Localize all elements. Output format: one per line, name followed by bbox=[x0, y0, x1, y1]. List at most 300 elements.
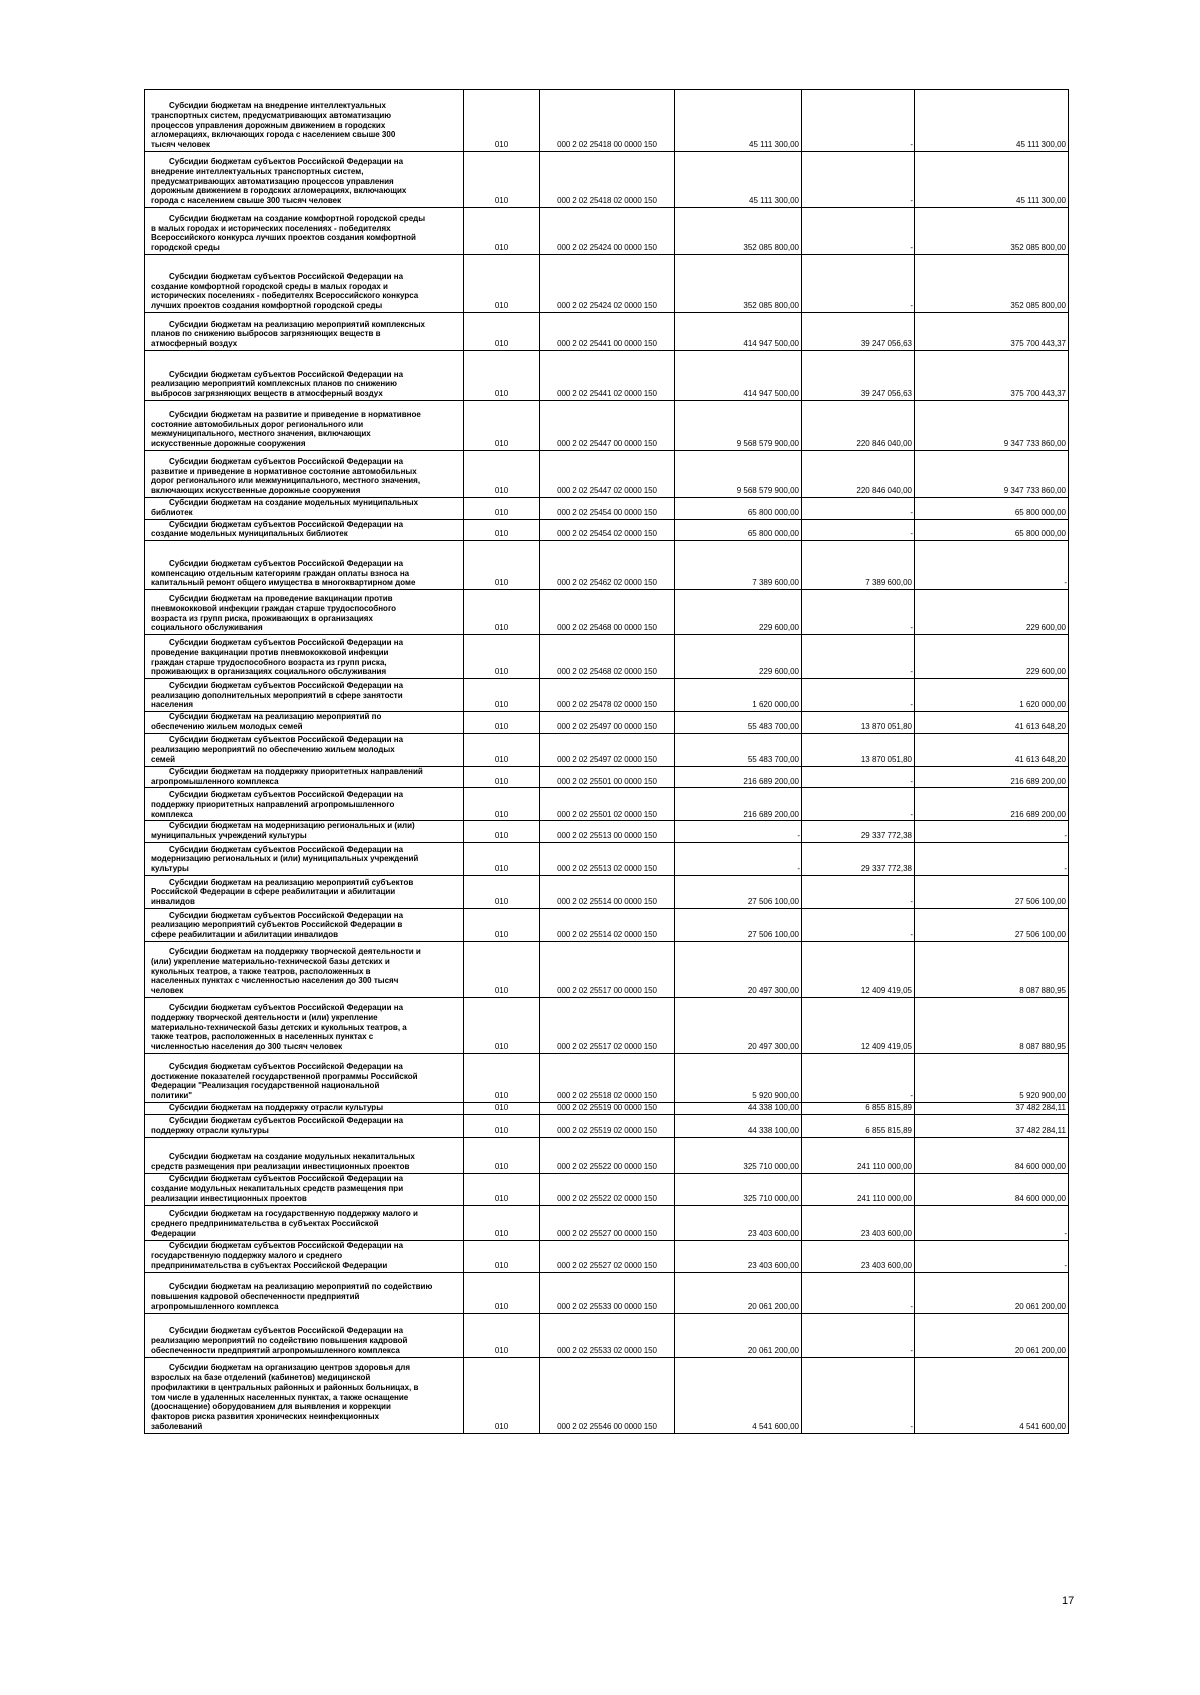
row-name bbox=[145, 90, 464, 152]
table-row bbox=[145, 451, 1069, 498]
row-name bbox=[145, 1114, 464, 1137]
row-name bbox=[145, 635, 464, 679]
row-name-line: населенных пунктах с численностью населения до 300 тысяч bbox=[151, 976, 399, 986]
row-name bbox=[145, 1205, 464, 1240]
table-row bbox=[145, 941, 1069, 997]
row-rest-amount: 37 482 284,11 bbox=[915, 1102, 1069, 1114]
row-rest-amount: 9 347 733 860,00 bbox=[915, 401, 1069, 451]
row-name-line: Субсидия бюджетам субъектов Российской Федерации на bbox=[169, 1061, 403, 1071]
table-row bbox=[145, 766, 1069, 788]
row-name-line: Субсидии бюджетам на реализацию мероприятий комплексных bbox=[169, 319, 425, 329]
row-name bbox=[145, 451, 464, 498]
row-name-line: исторических поселениях - победителях Всероссийского конкурса bbox=[151, 291, 419, 301]
row-plan-amount: 45 111 300,00 bbox=[675, 152, 802, 208]
row-name-line: лучших проектов создания комфортной городской среды bbox=[151, 301, 383, 311]
row-plan-amount: 414 947 500,00 bbox=[675, 351, 802, 401]
row-plan-amount: 20 061 200,00 bbox=[675, 1272, 802, 1313]
row-code: 010 bbox=[464, 766, 540, 788]
row-code: 010 bbox=[464, 679, 540, 712]
row-name bbox=[145, 842, 464, 875]
row-exec-amount: - bbox=[802, 498, 915, 520]
row-rest-amount: 375 700 443,37 bbox=[915, 351, 1069, 401]
row-exec-amount: - bbox=[802, 875, 915, 908]
row-plan-amount: 216 689 200,00 bbox=[675, 766, 802, 788]
row-name-line: проведение вакцинации против пневмококковой инфекции bbox=[151, 647, 389, 657]
page-number: 17 bbox=[1062, 1595, 1075, 1607]
row-rest-amount: 20 061 200,00 bbox=[915, 1313, 1069, 1357]
row-name-line: социального обслуживания bbox=[151, 623, 263, 633]
row-kbk: 000 2 02 25533 02 0000 150 bbox=[540, 1313, 675, 1357]
budget-table bbox=[144, 89, 1069, 1434]
row-code: 010 bbox=[464, 1173, 540, 1205]
row-code: 010 bbox=[464, 875, 540, 908]
row-name-line: реализацию мероприятий комплексных планов по снижению bbox=[151, 379, 397, 389]
row-plan-amount: 414 947 500,00 bbox=[675, 313, 802, 351]
row-rest-amount: 41 613 648,20 bbox=[915, 712, 1069, 734]
row-kbk: 000 2 02 25441 02 0000 150 bbox=[540, 351, 675, 401]
row-plan-amount: 45 111 300,00 bbox=[675, 90, 802, 152]
row-code: 010 bbox=[464, 255, 540, 313]
row-name-line: Всероссийского конкурса лучших проектов создания комфортной bbox=[151, 233, 416, 243]
row-exec-amount: - bbox=[802, 208, 915, 255]
row-plan-amount: 5 920 900,00 bbox=[675, 1053, 802, 1102]
row-name-line: города с населением свыше 300 тысяч человек bbox=[151, 196, 342, 206]
row-rest-amount: 84 600 000,00 bbox=[915, 1137, 1069, 1173]
row-plan-amount: 325 710 000,00 bbox=[675, 1137, 802, 1173]
row-plan-amount: 325 710 000,00 bbox=[675, 1173, 802, 1205]
row-name-line: развитие и приведение в нормативное состояние автомобильных bbox=[151, 466, 417, 476]
table-row bbox=[145, 255, 1069, 313]
row-rest-amount: 84 600 000,00 bbox=[915, 1173, 1069, 1205]
row-name-line: модернизацию региональных и (или) муниципальных учреждений bbox=[151, 854, 419, 864]
row-name-line: транспортных систем, предусматривающих автоматизацию bbox=[151, 110, 392, 120]
row-name-line: межмуниципального, местного значения, включающих bbox=[151, 429, 371, 439]
row-exec-amount: 23 403 600,00 bbox=[802, 1205, 915, 1240]
row-rest-amount: - bbox=[915, 541, 1069, 590]
row-kbk: 000 2 02 25468 02 0000 150 bbox=[540, 635, 675, 679]
row-code: 010 bbox=[464, 541, 540, 590]
row-rest-amount: 229 600,00 bbox=[915, 590, 1069, 635]
row-name-line: Субсидии бюджетам субъектов Российской Федерации на bbox=[169, 1002, 404, 1012]
row-rest-amount: - bbox=[915, 842, 1069, 875]
row-kbk: 000 2 02 25501 02 0000 150 bbox=[540, 788, 675, 821]
row-code: 010 bbox=[464, 1114, 540, 1137]
row-exec-amount: 241 110 000,00 bbox=[802, 1173, 915, 1205]
row-name-line: дорог регионального или межмуниципального, местного значения, bbox=[151, 476, 421, 486]
table-row bbox=[145, 541, 1069, 590]
table-row bbox=[145, 1114, 1069, 1137]
row-kbk: 000 2 02 25513 02 0000 150 bbox=[540, 842, 675, 875]
row-name-line: Субсидии бюджетам на модернизацию региональных и (или) bbox=[169, 821, 415, 831]
row-name bbox=[145, 1272, 464, 1313]
row-exec-amount: 39 247 056,63 bbox=[802, 351, 915, 401]
row-name-line: включающих искусственные дорожные сооружения bbox=[151, 486, 361, 496]
row-name-line: Субсидии бюджетам субъектов Российской Федерации на bbox=[169, 910, 404, 920]
row-kbk: 000 2 02 25441 00 0000 150 bbox=[540, 313, 675, 351]
row-name-line: профилактики в центральных районных и районных больницах, в bbox=[151, 1382, 419, 1392]
row-name-line: Субсидии бюджетам на создание комфортной городской среды bbox=[169, 213, 426, 223]
row-code: 010 bbox=[464, 1240, 540, 1272]
row-exec-amount: 220 846 040,00 bbox=[802, 401, 915, 451]
row-name-line: Субсидии бюджетам на создание модульных некапитальных bbox=[169, 1152, 415, 1162]
row-rest-amount: - bbox=[915, 1240, 1069, 1272]
row-plan-amount: 9 568 579 900,00 bbox=[675, 401, 802, 451]
row-name-line: дорожным движением в городских агломерациях, включающих bbox=[151, 186, 407, 196]
row-name bbox=[145, 208, 464, 255]
table-row bbox=[145, 1357, 1069, 1433]
row-kbk: 000 2 02 25447 02 0000 150 bbox=[540, 451, 675, 498]
row-name bbox=[145, 152, 464, 208]
row-name-line: Субсидии бюджетам на реализацию мероприятий по содействию bbox=[169, 1282, 433, 1292]
row-name bbox=[145, 941, 464, 997]
row-name bbox=[145, 1173, 464, 1205]
row-kbk: 000 2 02 25519 00 0000 150 bbox=[540, 1102, 675, 1114]
row-exec-amount: - bbox=[802, 590, 915, 635]
row-rest-amount: 65 800 000,00 bbox=[915, 519, 1069, 541]
row-kbk: 000 2 02 25454 02 0000 150 bbox=[540, 519, 675, 541]
table-row bbox=[145, 997, 1069, 1053]
row-code: 010 bbox=[464, 1053, 540, 1102]
row-name-line: государственную поддержку малого и среднего bbox=[151, 1251, 343, 1261]
row-name-line: реализации инвестиционных проектов bbox=[151, 1193, 307, 1203]
table-row bbox=[145, 1313, 1069, 1357]
row-rest-amount: 8 087 880,95 bbox=[915, 941, 1069, 997]
row-code: 010 bbox=[464, 208, 540, 255]
row-name-line: обеспеченности предприятий агропромышленного комплекса bbox=[151, 1345, 400, 1355]
row-plan-amount: 55 483 700,00 bbox=[675, 712, 802, 734]
row-exec-amount: - bbox=[802, 1313, 915, 1357]
row-name-line: Субсидии бюджетам на поддержку приоритетных направлений bbox=[169, 766, 423, 776]
table-row bbox=[145, 635, 1069, 679]
row-name-line: в малых городах и исторических поселениях - победителях bbox=[151, 223, 391, 233]
row-name-line: том числе в удаленных населенных пунктах, а также оснащение bbox=[151, 1392, 409, 1402]
row-plan-amount: - bbox=[675, 842, 802, 875]
row-plan-amount: 20 497 300,00 bbox=[675, 941, 802, 997]
row-code: 010 bbox=[464, 351, 540, 401]
table-row bbox=[145, 712, 1069, 734]
row-exec-amount: - bbox=[802, 1357, 915, 1433]
row-code: 010 bbox=[464, 712, 540, 734]
row-name-line: средств размещения при реализации инвестиционных проектов bbox=[151, 1161, 410, 1171]
row-name-line: создание комфортной городской среды в малых городах и bbox=[151, 281, 388, 291]
row-name-line: поддержку приоритетных направлений агропромышленного bbox=[151, 799, 395, 809]
row-name bbox=[145, 590, 464, 635]
row-exec-amount: 39 247 056,63 bbox=[802, 313, 915, 351]
table-row bbox=[145, 875, 1069, 908]
row-name-line: состояние автомобильных дорог регионального или bbox=[151, 419, 364, 429]
row-name-line: взрослых на базе отделений (кабинетов) медицинской bbox=[151, 1372, 371, 1382]
table-row bbox=[145, 152, 1069, 208]
row-kbk: 000 2 02 25533 00 0000 150 bbox=[540, 1272, 675, 1313]
row-name-line: Субсидии бюджетам на развитие и приведение в нормативное bbox=[169, 409, 421, 419]
row-rest-amount: 352 085 800,00 bbox=[915, 208, 1069, 255]
table-row bbox=[145, 208, 1069, 255]
row-name-line: Субсидии бюджетам субъектов Российской Федерации на bbox=[169, 157, 404, 167]
row-name-line: капитальный ремонт общего имущества в многоквартирном доме bbox=[151, 578, 416, 588]
row-kbk: 000 2 02 25478 02 0000 150 bbox=[540, 679, 675, 712]
table-row bbox=[145, 590, 1069, 635]
row-name-line: сфере реабилитации и абилитации инвалидов bbox=[151, 930, 339, 940]
row-name-line: Субсидии бюджетам субъектов Российской Федерации на bbox=[169, 844, 404, 854]
row-code: 010 bbox=[464, 908, 540, 941]
table-row bbox=[145, 351, 1069, 401]
table-row bbox=[145, 519, 1069, 541]
table-row bbox=[145, 733, 1069, 766]
row-name bbox=[145, 1102, 464, 1114]
table-row bbox=[145, 313, 1069, 351]
row-code: 010 bbox=[464, 313, 540, 351]
row-exec-amount: - bbox=[802, 766, 915, 788]
row-name-line: человек bbox=[151, 986, 184, 996]
row-name-line: Субсидии бюджетам субъектов Российской Федерации на bbox=[169, 1326, 404, 1336]
row-name bbox=[145, 766, 464, 788]
row-kbk: 000 2 02 25522 00 0000 150 bbox=[540, 1137, 675, 1173]
row-rest-amount: 45 111 300,00 bbox=[915, 90, 1069, 152]
row-name-line: Субсидии бюджетам на внедрение интеллектуальных bbox=[169, 101, 386, 111]
row-name-line: Субсидии бюджетам субъектов Российской Федерации на bbox=[169, 456, 404, 466]
row-name-line: повышения кадровой обеспеченности предприятий bbox=[151, 1292, 360, 1302]
row-plan-amount: 20 061 200,00 bbox=[675, 1313, 802, 1357]
row-exec-amount: 29 337 772,38 bbox=[802, 821, 915, 843]
row-exec-amount: - bbox=[802, 152, 915, 208]
row-name-line: реализацию мероприятий субъектов Российской Федерации в bbox=[151, 920, 403, 930]
row-name-line: Субсидии бюджетам на создание модельных муниципальных bbox=[169, 498, 419, 507]
row-plan-amount: 229 600,00 bbox=[675, 590, 802, 635]
row-name-line: культуры bbox=[151, 864, 189, 874]
row-exec-amount: 23 403 600,00 bbox=[802, 1240, 915, 1272]
row-name-line: поддержку отрасли культуры bbox=[151, 1125, 269, 1135]
row-code: 010 bbox=[464, 519, 540, 541]
table-row bbox=[145, 1205, 1069, 1240]
row-code: 010 bbox=[464, 498, 540, 520]
row-name-line: Российской Федерации в сфере реабилитации и абилитации bbox=[151, 887, 396, 897]
row-name-line: внедрение интеллектуальных транспортных систем, bbox=[151, 166, 364, 176]
row-name bbox=[145, 1240, 464, 1272]
row-plan-amount: 216 689 200,00 bbox=[675, 788, 802, 821]
row-name-line: Субсидии бюджетам субъектов Российской Федерации на bbox=[169, 369, 404, 379]
table-row bbox=[145, 908, 1069, 941]
table-row bbox=[145, 401, 1069, 451]
row-name-line: кукольных театров, а также театров, расположенных в bbox=[151, 966, 371, 976]
row-name bbox=[145, 1313, 464, 1357]
row-name-line: инвалидов bbox=[151, 897, 195, 907]
row-name-line: Субсидии бюджетам на реализацию мероприятий по bbox=[169, 712, 382, 722]
row-rest-amount: 20 061 200,00 bbox=[915, 1272, 1069, 1313]
row-plan-amount: 229 600,00 bbox=[675, 635, 802, 679]
row-name-line: агломерациях, включающих города с населением свыше 300 bbox=[151, 130, 396, 140]
row-name-line: Субсидии бюджетам субъектов Российской Федерации на bbox=[169, 1241, 404, 1251]
table-row bbox=[145, 842, 1069, 875]
row-name-line: проживающих в организациях социального обслуживания bbox=[151, 667, 387, 677]
row-name-line: агропромышленного комплекса bbox=[151, 776, 279, 786]
row-kbk: 000 2 02 25527 00 0000 150 bbox=[540, 1205, 675, 1240]
row-plan-amount: 65 800 000,00 bbox=[675, 498, 802, 520]
row-code: 010 bbox=[464, 1137, 540, 1173]
row-code: 010 bbox=[464, 1357, 540, 1433]
row-kbk: 000 2 02 25527 02 0000 150 bbox=[540, 1240, 675, 1272]
row-name bbox=[145, 679, 464, 712]
row-name-line: (или) укрепление материально-технической базы детских и bbox=[151, 956, 390, 966]
row-kbk: 000 2 02 25424 00 0000 150 bbox=[540, 208, 675, 255]
row-rest-amount: 65 800 000,00 bbox=[915, 498, 1069, 520]
row-kbk: 000 2 02 25517 02 0000 150 bbox=[540, 997, 675, 1053]
row-plan-amount: 27 506 100,00 bbox=[675, 875, 802, 908]
row-code: 010 bbox=[464, 635, 540, 679]
row-name-line: реализацию дополнительных мероприятий в сфере занятости bbox=[151, 690, 403, 700]
table-row bbox=[145, 1173, 1069, 1205]
row-code: 010 bbox=[464, 941, 540, 997]
table-row bbox=[145, 1053, 1069, 1102]
row-name-line: Субсидии бюджетам субъектов Российской Федерации на bbox=[169, 519, 404, 529]
row-name-line: возраста из групп риска, проживающих в организациях bbox=[151, 613, 373, 623]
row-exec-amount: 6 855 815,89 bbox=[802, 1114, 915, 1137]
row-rest-amount: 45 111 300,00 bbox=[915, 152, 1069, 208]
row-name bbox=[145, 255, 464, 313]
row-name-line: Субсидии бюджетам на организацию центров здоровья для bbox=[169, 1363, 411, 1373]
row-name-line: искусственные дорожные сооружения bbox=[151, 439, 306, 449]
row-kbk: 000 2 02 25497 00 0000 150 bbox=[540, 712, 675, 734]
row-plan-amount: 20 497 300,00 bbox=[675, 997, 802, 1053]
row-name-line: факторов риска развития хронических неинфекционных bbox=[151, 1412, 380, 1422]
row-exec-amount: 220 846 040,00 bbox=[802, 451, 915, 498]
row-name-line: поддержку творческой деятельности и (или) укрепление bbox=[151, 1012, 378, 1022]
row-kbk: 000 2 02 25517 00 0000 150 bbox=[540, 941, 675, 997]
row-name bbox=[145, 498, 464, 520]
row-name-line: Субсидии бюджетам на проведение вакцинации против bbox=[169, 594, 393, 603]
row-code: 010 bbox=[464, 997, 540, 1053]
row-plan-amount: 23 403 600,00 bbox=[675, 1205, 802, 1240]
row-name-line: заболеваний bbox=[151, 1421, 203, 1431]
row-exec-amount: 12 409 419,05 bbox=[802, 941, 915, 997]
row-rest-amount: 41 613 648,20 bbox=[915, 733, 1069, 766]
row-name-line: тысяч человек bbox=[151, 140, 210, 150]
row-rest-amount: 27 506 100,00 bbox=[915, 908, 1069, 941]
row-name-line: Субсидии бюджетам субъектов Российской Федерации на bbox=[169, 1174, 404, 1184]
row-name bbox=[145, 733, 464, 766]
row-name bbox=[145, 313, 464, 351]
row-kbk: 000 2 02 25418 02 0000 150 bbox=[540, 152, 675, 208]
row-code: 010 bbox=[464, 1102, 540, 1114]
row-name bbox=[145, 821, 464, 843]
row-name bbox=[145, 401, 464, 451]
row-code: 010 bbox=[464, 1313, 540, 1357]
table-row bbox=[145, 90, 1069, 152]
table-row bbox=[145, 1137, 1069, 1173]
row-name bbox=[145, 788, 464, 821]
row-name-line: Федерации "Реализация государственной национальной bbox=[151, 1081, 380, 1091]
row-name-line: обеспечению жильем молодых семей bbox=[151, 721, 303, 731]
row-rest-amount: 216 689 200,00 bbox=[915, 788, 1069, 821]
row-kbk: 000 2 02 25514 02 0000 150 bbox=[540, 908, 675, 941]
table-row bbox=[145, 821, 1069, 843]
row-rest-amount: 4 541 600,00 bbox=[915, 1357, 1069, 1433]
row-name-line: библиотек bbox=[151, 507, 193, 517]
row-name-line: процессов управления дорожным движением в городских bbox=[151, 120, 386, 130]
row-rest-amount: 352 085 800,00 bbox=[915, 255, 1069, 313]
row-name-line: материально-технической базы детских и кукольных театров, а bbox=[151, 1022, 407, 1032]
row-name bbox=[145, 712, 464, 734]
row-name-line: Субсидии бюджетам субъектов Российской Федерации на bbox=[169, 735, 404, 745]
row-code: 010 bbox=[464, 152, 540, 208]
row-name-line: выбросов загрязняющих веществ в атмосферный воздух bbox=[151, 389, 383, 399]
row-name-line: граждан старше трудоспособного возраста из групп риска, bbox=[151, 657, 387, 667]
row-name bbox=[145, 351, 464, 401]
row-name bbox=[145, 1357, 464, 1433]
row-code: 010 bbox=[464, 451, 540, 498]
row-name bbox=[145, 875, 464, 908]
row-rest-amount: 27 506 100,00 bbox=[915, 875, 1069, 908]
row-kbk: 000 2 02 25501 00 0000 150 bbox=[540, 766, 675, 788]
row-kbk: 000 2 02 25522 02 0000 150 bbox=[540, 1173, 675, 1205]
table-row bbox=[145, 1102, 1069, 1114]
row-name-line: Субсидии бюджетам на поддержку творческой деятельности и bbox=[169, 946, 421, 956]
row-exec-amount: 13 870 051,80 bbox=[802, 712, 915, 734]
row-rest-amount: - bbox=[915, 821, 1069, 843]
row-exec-amount: 7 389 600,00 bbox=[802, 541, 915, 590]
row-rest-amount: 37 482 284,11 bbox=[915, 1114, 1069, 1137]
row-exec-amount: 13 870 051,80 bbox=[802, 733, 915, 766]
row-name-line: комплекса bbox=[151, 809, 193, 819]
row-code: 010 bbox=[464, 842, 540, 875]
row-code: 010 bbox=[464, 90, 540, 152]
row-exec-amount: - bbox=[802, 788, 915, 821]
row-name bbox=[145, 541, 464, 590]
row-rest-amount: 216 689 200,00 bbox=[915, 766, 1069, 788]
row-plan-amount: - bbox=[675, 821, 802, 843]
row-plan-amount: 55 483 700,00 bbox=[675, 733, 802, 766]
row-name-line: также театров, расположенных в населенных пунктах с bbox=[151, 1032, 374, 1042]
row-name-line: предпринимательства в субъектах Российской Федерации bbox=[151, 1260, 388, 1270]
row-kbk: 000 2 02 25513 00 0000 150 bbox=[540, 821, 675, 843]
row-name-line: Субсидии бюджетам субъектов Российской Федерации на bbox=[169, 789, 404, 799]
row-plan-amount: 7 389 600,00 bbox=[675, 541, 802, 590]
row-rest-amount: 229 600,00 bbox=[915, 635, 1069, 679]
row-name-line: Субсидии бюджетам на поддержку отрасли культуры bbox=[169, 1102, 384, 1112]
row-exec-amount: - bbox=[802, 255, 915, 313]
row-code: 010 bbox=[464, 1205, 540, 1240]
table-row bbox=[145, 1240, 1069, 1272]
row-rest-amount: 1 620 000,00 bbox=[915, 679, 1069, 712]
row-name bbox=[145, 1137, 464, 1173]
row-code: 010 bbox=[464, 401, 540, 451]
row-exec-amount: - bbox=[802, 519, 915, 541]
row-kbk: 000 2 02 25462 02 0000 150 bbox=[540, 541, 675, 590]
row-code: 010 bbox=[464, 590, 540, 635]
row-rest-amount: 8 087 880,95 bbox=[915, 997, 1069, 1053]
row-kbk: 000 2 02 25447 00 0000 150 bbox=[540, 401, 675, 451]
row-name-line: среднего предпринимательства в субъектах Российской bbox=[151, 1219, 379, 1229]
row-exec-amount: 29 337 772,38 bbox=[802, 842, 915, 875]
row-plan-amount: 23 403 600,00 bbox=[675, 1240, 802, 1272]
row-name-line: Субсидии бюджетам субъектов Российской Федерации на bbox=[169, 558, 404, 568]
row-code: 010 bbox=[464, 788, 540, 821]
row-name-line: пневмококковой инфекции граждан старше трудоспособного bbox=[151, 603, 397, 613]
row-name-line: муниципальных учреждений культуры bbox=[151, 831, 307, 841]
row-plan-amount: 1 620 000,00 bbox=[675, 679, 802, 712]
row-plan-amount: 352 085 800,00 bbox=[675, 255, 802, 313]
row-name-line: семей bbox=[151, 754, 176, 764]
row-name-line: создание модельных муниципальных библиотек bbox=[151, 529, 348, 539]
row-name bbox=[145, 908, 464, 941]
row-exec-amount: - bbox=[802, 635, 915, 679]
row-name-line: достижение показателей государственной программы Российской bbox=[151, 1071, 418, 1081]
row-kbk: 000 2 02 25514 00 0000 150 bbox=[540, 875, 675, 908]
row-name-line: Федерации bbox=[151, 1228, 196, 1238]
row-name-line: Субсидии бюджетам на реализацию мероприятий субъектов bbox=[169, 877, 414, 887]
row-plan-amount: 4 541 600,00 bbox=[675, 1357, 802, 1433]
table-row bbox=[145, 788, 1069, 821]
row-name-line: предусматривающих автоматизацию процессов управления bbox=[151, 176, 394, 186]
